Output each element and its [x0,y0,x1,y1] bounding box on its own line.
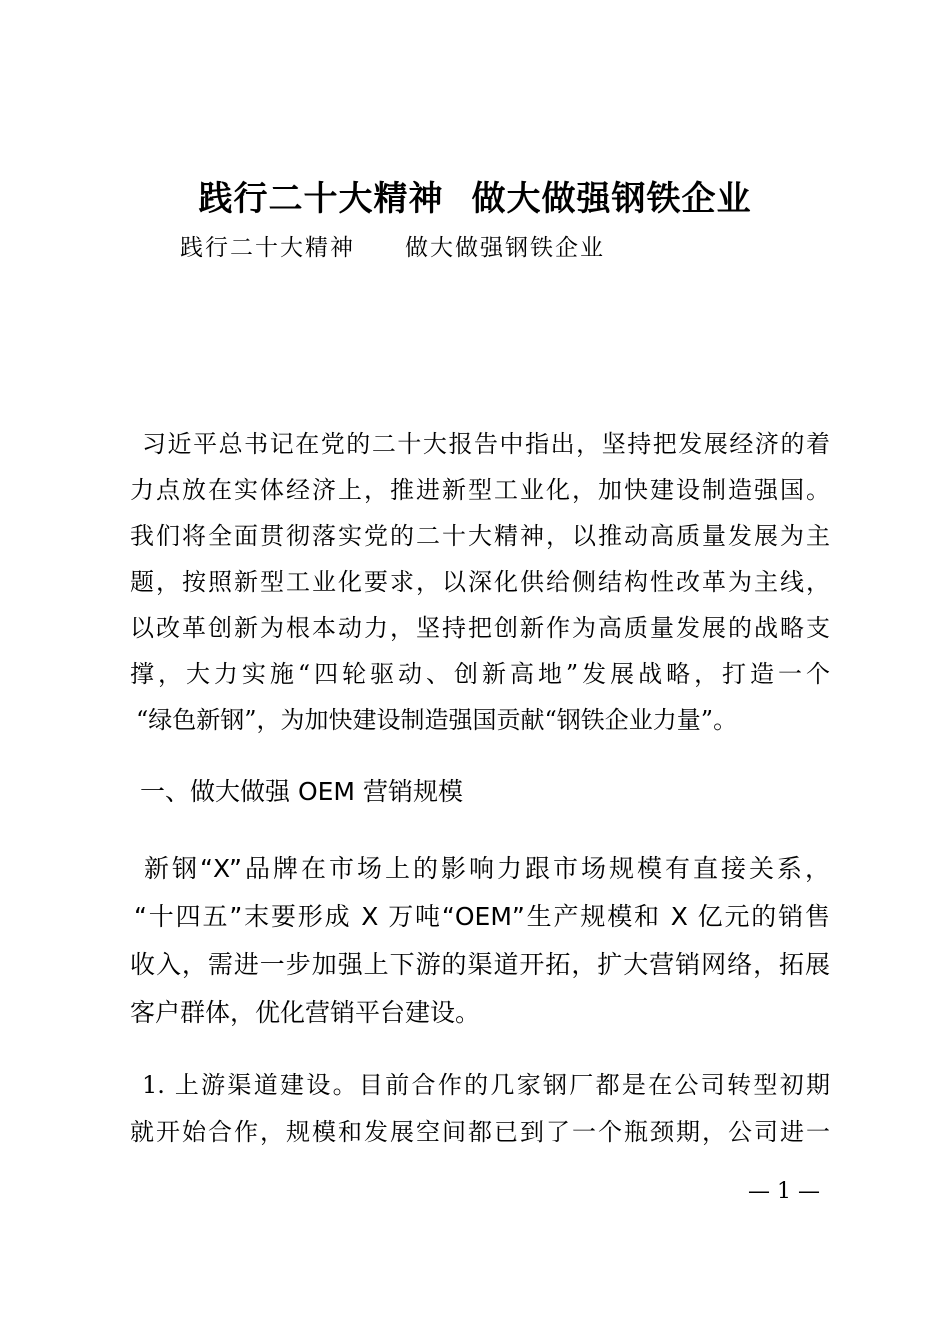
paragraph-line: 习近平总书记在党的二十大报告中指出，坚持把发展经济的着 [142,430,830,458]
paragraph-line: 客户群体，优化营销平台建设。 [130,998,481,1027]
paragraph-intro [130,421,830,743]
paragraph-line: 题，按照新型工业化要求，以深化供给侧结构性改革为主线， [130,568,830,596]
paragraph-line: 撑，大力实施“四轮驱动、创新高地”发展战略，打造一个 [130,660,830,688]
paragraph-line: 力点放在实体经济上，推进新型工业化，加快建设制造强国。 [130,476,830,504]
paragraph-upstream [130,1062,830,1156]
paragraph-line: 就开始合作，规模和发展空间都已到了一个瓶颈期，公司进一 [130,1118,830,1146]
paragraph-line: 新钢“X”品牌在市场上的影响力跟市场规模有直接关系， [144,854,830,883]
paragraph-line: 以改革创新为根本动力，坚持把创新作为高质量发展的战略支 [130,614,830,642]
page-number: — 1 — [748,1179,820,1204]
subtitle-part-1: 践行二十大精神 [180,235,355,261]
title-part-1: 践行二十大精神 [198,179,444,219]
paragraph-line: 收入，需进一步加强上下游的渠道开拓，扩大营销网络，拓展 [130,950,830,979]
subtitle-part-2: 做大做强钢铁企业 [405,235,605,261]
paragraph-line: “十四五”末要形成 X 万吨“OEM”生产规模和 X 亿元的销售 [134,902,830,931]
paragraph-oem [130,845,830,1037]
paragraph-line: 1. 上游渠道建设。目前合作的几家钢厂都是在公司转型初期 [142,1071,830,1099]
paragraph-line: “绿色新钢”，为加快建设制造强国贡献“钢铁企业力量”。 [136,706,738,734]
paragraph-line: 我们将全面贯彻落实党的二十大精神，以推动高质量发展为主 [130,522,830,550]
title-part-2: 做大做强钢铁企业 [471,179,752,219]
document-title [0,174,950,224]
document-subtitle [180,230,605,266]
section-heading: 一、做大做强 OEM 营销规模 [140,777,463,806]
